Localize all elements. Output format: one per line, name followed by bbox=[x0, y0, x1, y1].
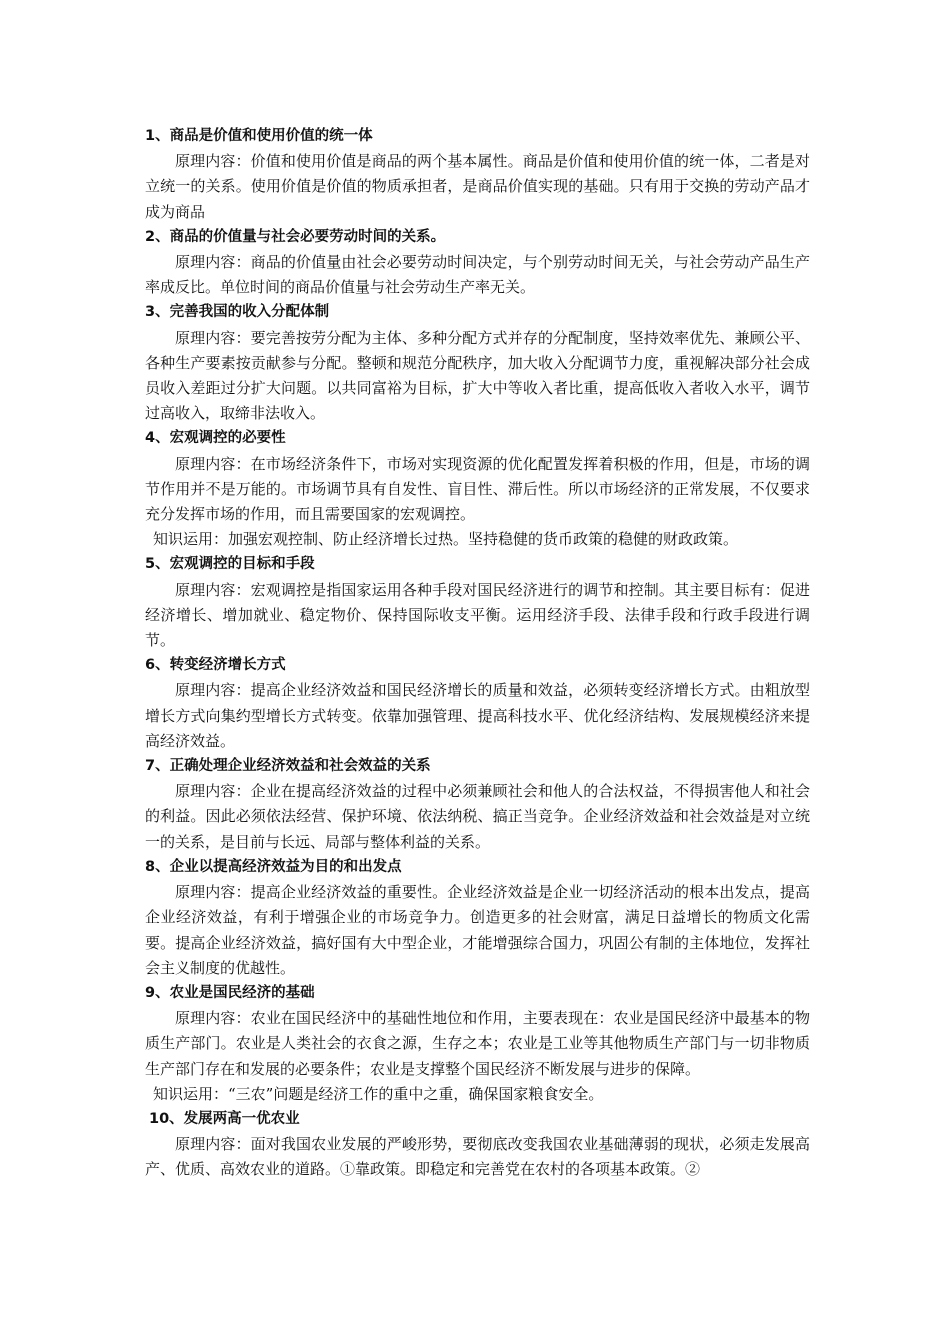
knowledge-application-note: 知识运用：加强宏观控制、防止经济增长过热。坚持稳健的货币政策的稳健的财政政策。 bbox=[153, 530, 739, 549]
section-6 bbox=[145, 653, 810, 754]
section-heading: 7、正确处理企业经济效益和社会效益的关系 bbox=[145, 758, 431, 775]
section-paragraph: 原理内容：企业在提高经济效益的过程中必须兼顾社会和他人的合法权益，不得损害他人和社会的利益。因此必须依法经营、保护环境、依法纳税、搞正当竞争。企业经济效益和社会效益是对立统一的关系，是目前与长远、局部与整体利益的关系。 bbox=[145, 782, 810, 851]
section-paragraph: 原理内容：提高企业经济效益和国民经济增长的质量和效益，必须转变经济增长方式。由粗放型增长方式向集约型增长方式转变。依靠加强管理、提高科技水平、优化经济结构、发展规模经济来提高经济效益。 bbox=[145, 681, 810, 750]
section-paragraph: 原理内容：价值和使用价值是商品的两个基本属性。商品是价值和使用价值的统一体，二者是对立统一的关系。使用价值是价值的物质承担者，是商品价值实现的基础。只有用于交换的劳动产品才成为商品 bbox=[145, 152, 810, 221]
section-heading: 6、转变经济增长方式 bbox=[145, 657, 286, 674]
section-8 bbox=[145, 855, 810, 981]
knowledge-application-note: 知识运用：“三农”问题是经济工作的重中之重，确保国家粮食安全。 bbox=[153, 1084, 604, 1103]
section-1 bbox=[145, 124, 810, 225]
section-paragraph: 原理内容：提高企业经济效益的重要性。企业经济效益是企业一切经济活动的根本出发点，提高企业经济效益，有利于增强企业的市场竞争力。创造更多的社会财富，满足日益增长的物质文化需要。提高企业经济效益，搞好国有大中型企业，才能增强综合国力，巩固公有制的主体地位，发挥社会主义制度的优越性。 bbox=[145, 883, 810, 977]
section-paragraph: 原理内容：要完善按劳分配为主体、多种分配方式并存的分配制度，坚持效率优先、兼顾公平、各种生产要素按贡献参与分配。整顿和规范分配秩序，加大收入分配调节力度，重视解决部分社会成员收入差距过分扩大问题。以共同富裕为目标，扩大中等收入者比重，提高低收入者收入水平，调节过高收入，取缔非法收入。 bbox=[145, 328, 810, 423]
section-paragraph: 原理内容：农业在国民经济中的基础性地位和作用，主要表现在：农业是国民经济中最基本的物质生产部门。农业是人类社会的衣食之源，生存之本；农业是工业等其他物质生产部门与一切非物质生产部门存在和发展的必要条件；农业是支撑整个国民经济不断发展与进步的保障。 bbox=[145, 1009, 810, 1078]
section-paragraph: 原理内容：在市场经济条件下，市场对实现资源的优化配置发挥着积极的作用，但是，市场的调节作用并不是万能的。市场调节具有自发性、盲目性、滞后性。所以市场经济的正常发展，不仅要求充分发挥市场的作用，而且需要国家的宏观调控。 bbox=[145, 454, 810, 524]
section-heading: 8、企业以提高经济效益为目的和出发点 bbox=[145, 858, 402, 875]
section-paragraph: 原理内容：宏观调控是指国家运用各种手段对国民经济进行的调节和控制。其主要目标有：促进经济增长、增加就业、稳定物价、保持国际收支平衡。运用经济手段、法律手段和行政手段进行调节。 bbox=[145, 580, 810, 650]
section-heading: 9、农业是国民经济的基础 bbox=[145, 984, 315, 1001]
section-heading: 10、发展两高一优农业 bbox=[149, 1110, 300, 1127]
section-heading: 3、完善我国的收入分配体制 bbox=[145, 304, 330, 321]
section-2 bbox=[145, 225, 810, 301]
section-heading: 5、宏观调控的目标和手段 bbox=[145, 556, 315, 573]
section-paragraph: 原理内容：面对我国农业发展的严峻形势，要彻底改变我国农业基础薄弱的现状，必须走发展高产、优质、高效农业的道路。①靠政策。即稳定和完善党在农村的各项基本政策。② bbox=[145, 1135, 810, 1179]
section-heading: 2、商品的价值量与社会必要劳动时间的关系。 bbox=[145, 228, 446, 245]
section-4 bbox=[145, 426, 810, 552]
section-7 bbox=[145, 754, 810, 855]
document-page bbox=[145, 124, 810, 1183]
section-paragraph: 原理内容：商品的价值量由社会必要劳动时间决定，与个别劳动时间无关，与社会劳动产品生产率成反比。单位时间的商品价值量与社会劳动生产率无关。 bbox=[145, 253, 810, 297]
section-5 bbox=[145, 552, 810, 653]
section-10 bbox=[145, 1107, 810, 1183]
section-3 bbox=[145, 300, 810, 426]
section-9 bbox=[145, 981, 810, 1107]
section-heading: 1、商品是价值和使用价值的统一体 bbox=[145, 128, 373, 144]
section-heading: 4、宏观调控的必要性 bbox=[145, 430, 286, 447]
